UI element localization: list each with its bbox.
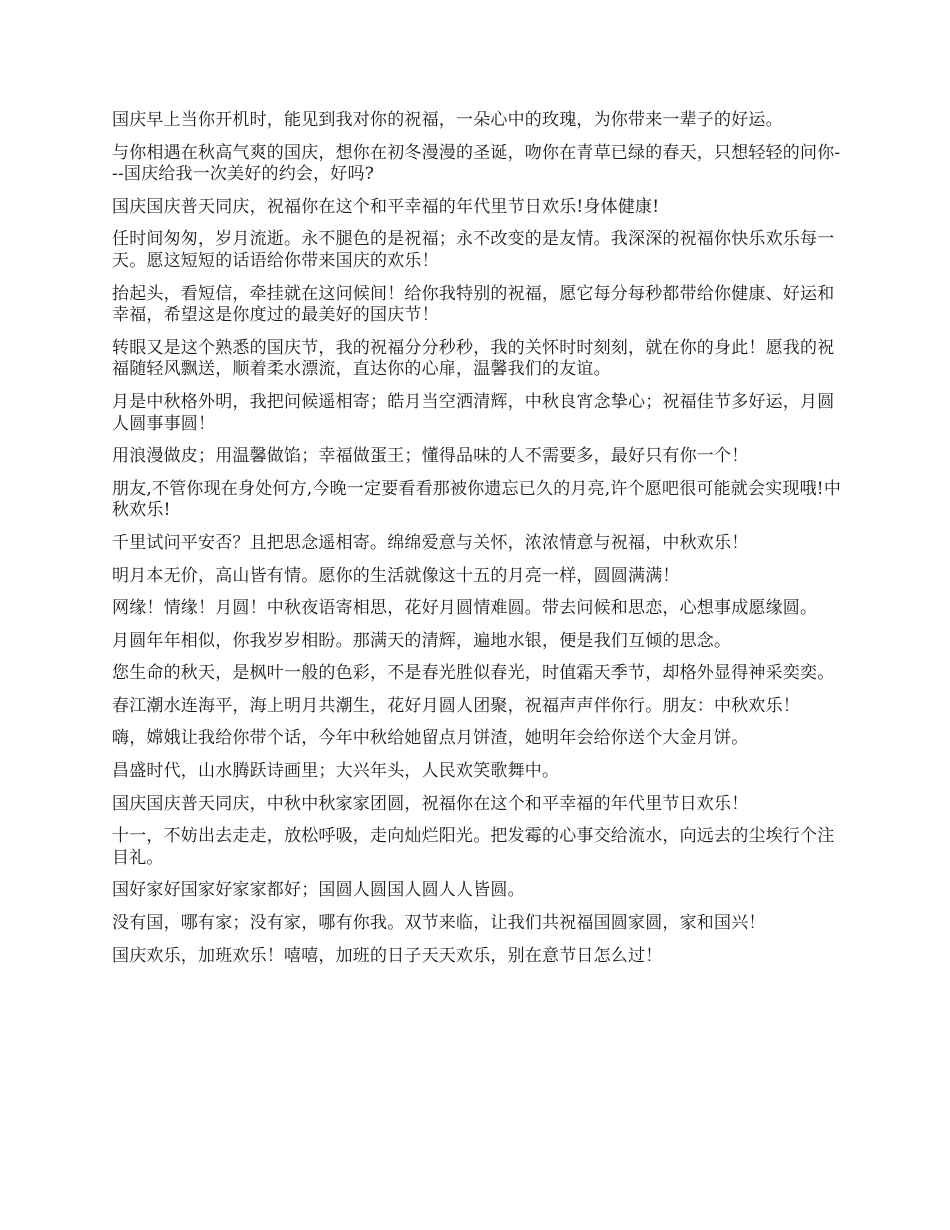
paragraph: 用浪漫做皮；用温馨做馅；幸福做蛋王；懂得品味的人不需要多，最好只有你一个！: [112, 446, 749, 467]
paragraph: 月圆年年相似，你我岁岁相盼。那满天的清辉，遍地水银，便是我们互倾的思念。: [112, 630, 732, 651]
paragraph: 国庆国庆普天同庆，中秋中秋家家团圆，祝福你在这个和平幸福的年代里节日欢乐！: [112, 793, 749, 814]
paragraph: 任时间匆匆，岁月流逝。永不腿色的是祝福；永不改变的是友情。我深深的祝福你快乐欢乐每一天。愿这短短的话语给你带来国庆的欢乐！: [112, 229, 835, 271]
paragraph: 国庆欢乐，加班欢乐！嘻嘻，加班的日子天天欢乐，别在意节日怎么过！: [112, 945, 663, 966]
paragraph: 昌盛时代，山水腾跃诗画里；大兴年头，人民欢笑歌舞中。: [112, 761, 560, 782]
paragraph: 转眼又是这个熟悉的国庆节，我的祝福分分秒秒，我的关怀时时刻刻，就在你的身此！愿我的祝福随轻风飘送，顺着柔水漂流，直达你的心扉，温馨我们的友谊。: [112, 337, 835, 380]
paragraph: 朋友,不管你现在身处何方,今晚一定要看看那被你遗忘已久的月亮,许个愿吧很可能就会实现哦!中秋欢乐!: [112, 478, 842, 521]
paragraph: 春江潮水连海平，海上明月共潮生，花好月圆人团聚，祝福声声伴你行。朋友：中秋欢乐！: [112, 695, 800, 716]
document-body: [112, 110, 842, 978]
paragraph: 与你相遇在秋高气爽的国庆，想你在初冬漫漫的圣诞，吻你在青草已绿的春天，只想轻轻的问你---国庆给我一次美好的约会，好吗?: [112, 142, 841, 185]
paragraph: 国好家好国家好家家都好；国圆人圆国人圆人人皆圆。: [112, 880, 525, 901]
paragraph: 国庆早上当你开机时，能见到我对你的祝福，一朵心中的玫瑰，为你带来一辈子的好运。: [112, 110, 783, 130]
paragraph: 明月本无价，高山皆有情。愿你的生活就像这十五的月亮一样，圆圆满满！: [112, 565, 680, 586]
paragraph: 千里试问平安否？且把思念遥相寄。绵绵爱意与关怀，浓浓情意与祝福，中秋欢乐！: [112, 532, 749, 553]
paragraph: 网缘！情缘！月圆！中秋夜语寄相思，花好月圆情难圆。带去问候和思恋，心想事成愿缘圆。: [112, 598, 818, 619]
paragraph: 抬起头，看短信，牵挂就在这问候间！给你我特别的祝福，愿它每分每秒都带给你健康、好运和幸福，希望这是你度过的最美好的国庆节！: [112, 283, 835, 326]
paragraph: 您生命的秋天，是枫叶一般的色彩，不是春光胜似春光，时值霜天季节，却格外显得神采奕奕。: [112, 663, 835, 684]
paragraph: 月是中秋格外明，我把问候遥相寄；皓月当空洒清辉，中秋良宵念挚心；祝福佳节多好运，月圆人圆事事圆！: [112, 391, 835, 434]
paragraph: 国庆国庆普天同庆，祝福你在这个和平幸福的年代里节日欢乐!身体健康!: [112, 196, 660, 217]
paragraph: 没有国，哪有家；没有家，哪有你我。双节来临，让我们共祝福国圆家圆，家和国兴！: [112, 913, 766, 934]
paragraph: 十一，不妨出去走走，放松呼吸，走向灿烂阳光。把发霉的心事交给流水，向远去的尘埃行个注目礼。: [112, 826, 835, 868]
paragraph: 嗨，嫦娥让我给你带个话，今年中秋给她留点月饼渣，她明年会给你送个大金月饼。: [112, 728, 749, 749]
